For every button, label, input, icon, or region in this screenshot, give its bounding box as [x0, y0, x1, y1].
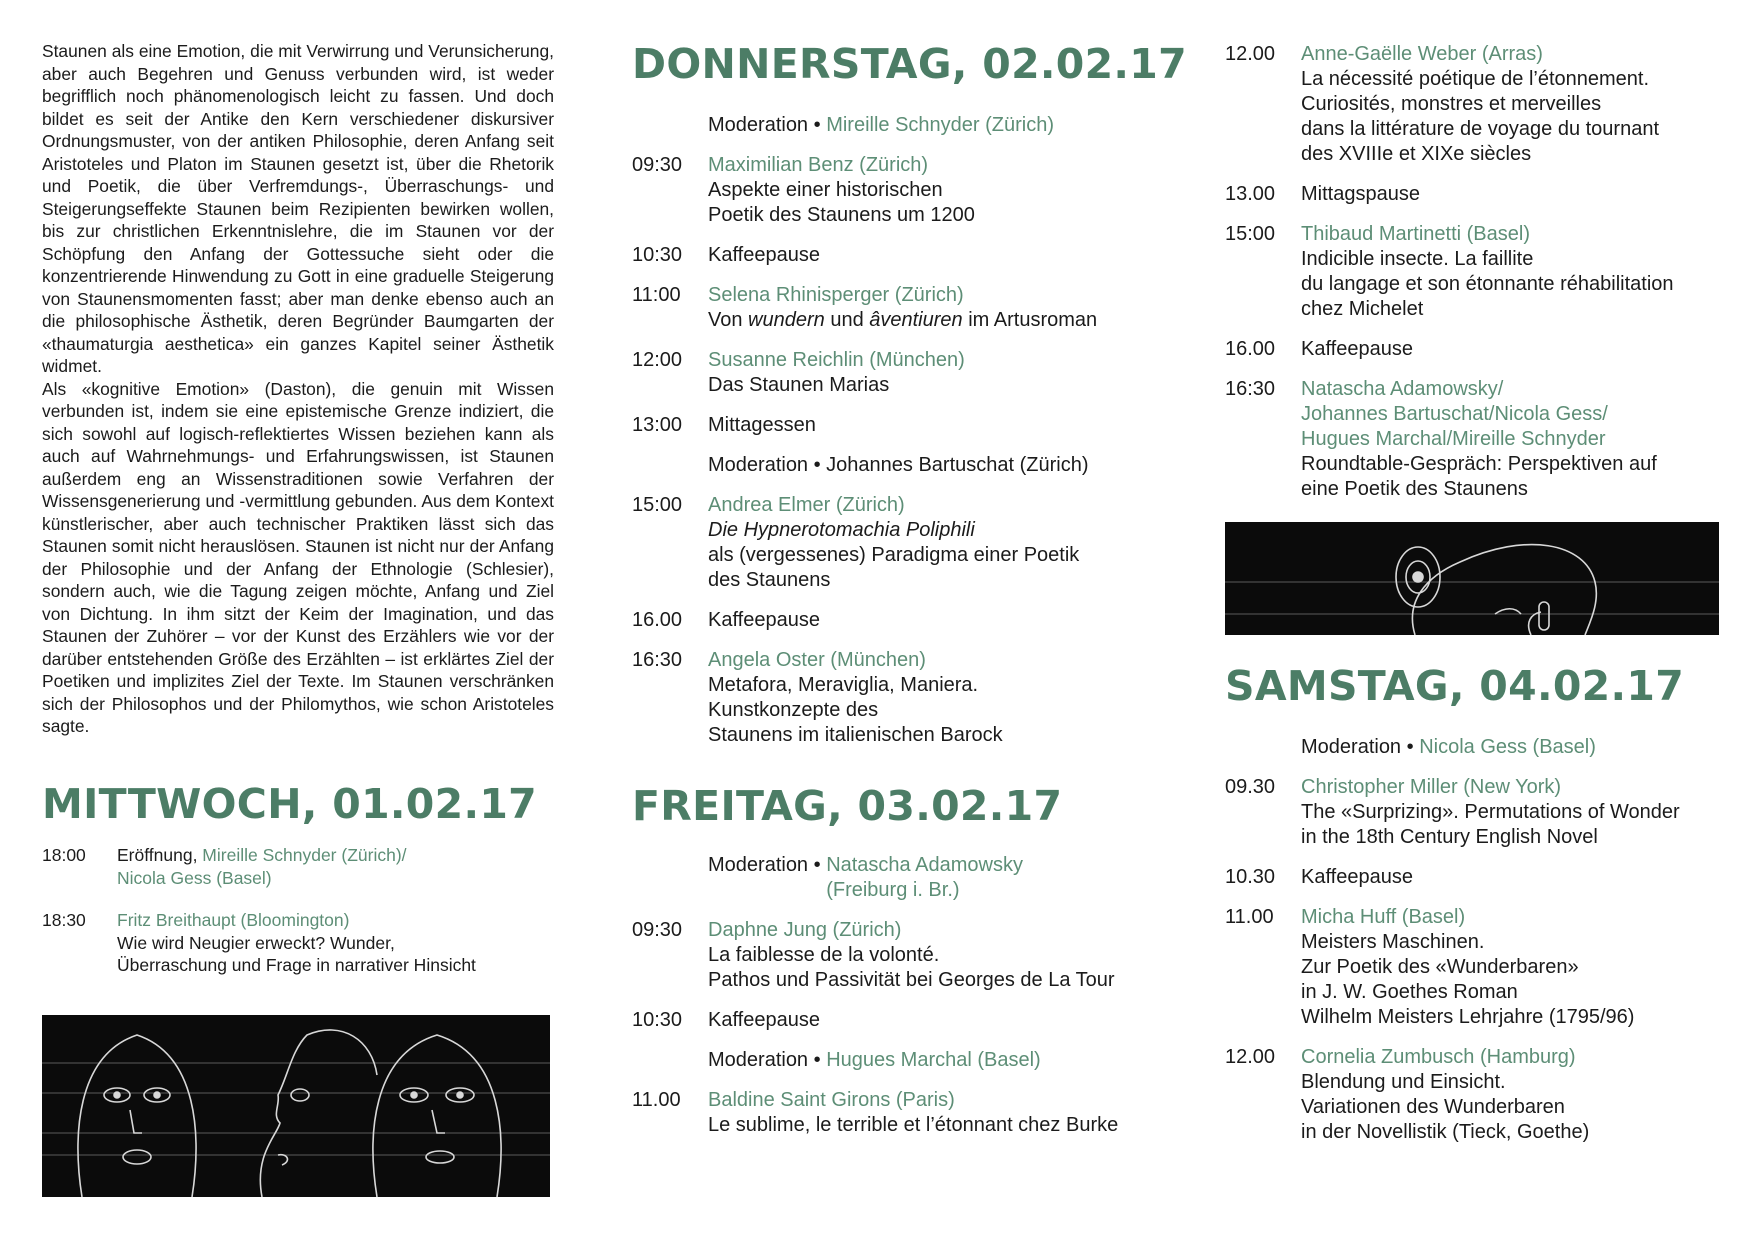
schedule-entry — [1225, 222, 1720, 322]
entry-time: 12.00 — [1225, 1046, 1276, 1068]
entry-time: 15:00 — [632, 494, 683, 516]
speaker-name: Christopher Miller (New York) — [1301, 776, 1562, 798]
moderation-line — [632, 1048, 1172, 1073]
schedule-freitag-continued — [1225, 42, 1720, 517]
speaker-name: Thibaud Martinetti (Basel) — [1301, 223, 1530, 245]
schedule-entry — [632, 283, 1172, 333]
moderation-line — [632, 853, 1172, 903]
day-heading-samstag: SAMSTAG, 04.02.17 — [1225, 662, 1685, 710]
speaker-name: Mireille Schnyder (Zürich)/ — [202, 845, 407, 865]
talk-title-line: Variationen des Wunderbaren — [1301, 1096, 1565, 1118]
talk-title-line: Pathos und Passivität bei Georges de La Tour — [708, 969, 1115, 991]
moderation-label: Moderation • Johannes Bartuschat (Zürich) — [708, 454, 1089, 476]
speaker-name: Fritz Breithaupt (Bloomington) — [117, 910, 350, 930]
speaker-name: Selena Rhinisperger (Zürich) — [708, 284, 964, 306]
entry-time: 10:30 — [632, 244, 683, 266]
intro-paragraph: Staunen als eine Emotion, die mit Verwirrung und Verunsicherung, aber auch Begehren und Genuss verbunden wird, ist weder begrifflich noch phänomenologisch leicht zu fassen. Und doch bildet es seit der Antike den Kern verschiedener diskursiver Ordnungsmuster, von der antiken Philosophie, deren Anfang seit Aristoteles und Platon im Staunen gesetzt ist, über die Rhetorik und Poetik, die über Verfremdungs-, Überraschungs- und Steigerungseffekte Staunen beim Rezipienten bewirken wollen, bis zur christlichen Erkenntnislehre, die im Staunen vor der Schöpfung den Anfang der Gottessuche sieht oder die konzentrierende Hinwendung zu Gott in eine graduelle Steigerung von Staunensmomenten fasst; aber man denke ebenso auch an die philosophische Ästhetik, deren Begründer Baumgarten der «thaumaturgia aesthetica» ein ganzes Kapitel seiner Ästhetik widmet. — [42, 41, 554, 376]
break-entry — [632, 1008, 1172, 1033]
entry-time: 11.00 — [632, 1089, 681, 1111]
talk-title-line: Zur Poetik des «Wunderbaren» — [1301, 956, 1579, 978]
talk-title-line: des XVIIIe et XIXe siècles — [1301, 143, 1532, 165]
intro-text — [42, 40, 554, 738]
talk-title-line: als (vergessenes) Paradigma einer Poetik — [708, 544, 1080, 566]
break-label: Kaffeepause — [1301, 866, 1413, 888]
talk-title-line: chez Michelet — [1301, 298, 1424, 320]
talk-title-line: du langage et son étonnante réhabilitation — [1301, 273, 1674, 295]
entry-time: 16:30 — [632, 649, 683, 671]
talk-title-line: Wilhelm Meisters Lehrjahre (1795/96) — [1301, 1006, 1635, 1028]
entry-time: 13.00 — [1225, 183, 1276, 205]
talk-title-line: Von wundern und âventiuren im Artusroman — [708, 309, 1098, 331]
speaker-name: Johannes Bartuschat/Nicola Gess/ — [1301, 403, 1608, 425]
moderation-label: Moderation • — [1301, 736, 1420, 758]
schedule-donnerstag — [632, 113, 1172, 763]
entry-time: 11.00 — [1225, 906, 1274, 928]
talk-title-line: Indicible insecte. La faillite — [1301, 248, 1534, 270]
break-entry — [1225, 865, 1720, 890]
entry-time: 18:00 — [42, 845, 86, 865]
entry-body — [117, 844, 554, 889]
break-label: Kaffeepause — [708, 609, 820, 631]
profile-drawing-image — [1225, 522, 1719, 635]
talk-title-line: Aspekte einer historischen — [708, 179, 943, 201]
moderator-affiliation: (Freiburg i. Br.) — [826, 879, 960, 901]
moderator-name: Mireille Schnyder (Zürich) — [826, 114, 1055, 136]
moderator-name: Hugues Marchal (Basel) — [826, 1049, 1041, 1071]
break-label: Mittagessen — [708, 414, 816, 436]
talk-title-line: dans la littérature de voyage du tournant — [1301, 118, 1660, 140]
speaker-name: Maximilian Benz (Zürich) — [708, 154, 929, 176]
schedule-entry — [632, 1088, 1172, 1138]
speaker-name: Natascha Adamowsky/ — [1301, 378, 1504, 400]
entry-time: 09:30 — [632, 919, 683, 941]
entry-time: 10:30 — [632, 1009, 683, 1031]
schedule-entry — [1225, 377, 1720, 502]
talk-title-line: La nécessité poétique de l’étonnement. — [1301, 68, 1650, 90]
break-label: Kaffeepause — [708, 244, 820, 266]
entry-time: 12.00 — [1225, 43, 1276, 65]
talk-title-line: La faiblesse de la volonté. — [708, 944, 940, 966]
break-entry — [632, 243, 1172, 268]
break-label: Kaffeepause — [708, 1009, 820, 1031]
entry-time: 10.30 — [1225, 866, 1276, 888]
talk-title-line: in J. W. Goethes Roman — [1301, 981, 1518, 1003]
break-label: Mittagspause — [1301, 183, 1420, 205]
talk-title-line: Kunstkonzepte des — [708, 699, 879, 721]
schedule-entry — [42, 909, 554, 977]
day-heading-donnerstag: DONNERSTAG, 02.02.17 — [632, 40, 1187, 88]
schedule-freitag — [632, 853, 1172, 1153]
moderation-label: Moderation • — [708, 854, 827, 876]
schedule-entry — [1225, 775, 1720, 850]
day-heading-mittwoch: MITTWOCH, 01.02.17 — [42, 780, 537, 828]
day-heading-freitag: FREITAG, 03.02.17 — [632, 782, 1063, 830]
schedule-entry — [632, 348, 1172, 398]
break-entry — [1225, 337, 1720, 362]
entry-time: 18:30 — [42, 910, 86, 930]
entry-time: 12:00 — [632, 349, 683, 371]
talk-title-line: Meisters Maschinen. — [1301, 931, 1485, 953]
schedule-entry — [632, 153, 1172, 228]
talk-title-line: Metafora, Meraviglia, Maniera. — [708, 674, 979, 696]
schedule-entry — [1225, 42, 1720, 167]
schedule-entry — [42, 844, 554, 889]
talk-title-line: Roundtable-Gespräch: Perspektiven auf — [1301, 453, 1657, 475]
entry-time: 15:00 — [1225, 223, 1276, 245]
entry-time: 16:30 — [1225, 378, 1276, 400]
moderation-label: Moderation • — [708, 1049, 827, 1071]
schedule-entry — [632, 493, 1172, 593]
entry-body — [117, 909, 554, 977]
schedule-entry — [632, 918, 1172, 993]
schedule-entry — [1225, 905, 1720, 1030]
talk-title-line: in the 18th Century English Novel — [1301, 826, 1598, 848]
entry-time: 11:00 — [632, 284, 681, 306]
talk-title-line: Das Staunen Marias — [708, 374, 890, 396]
entry-time: 13:00 — [632, 414, 683, 436]
talk-title-line: des Staunens — [708, 569, 831, 591]
speaker-name: Micha Huff (Basel) — [1301, 906, 1466, 928]
break-entry — [632, 413, 1172, 438]
talk-title-line: in der Novellistik (Tieck, Goethe) — [1301, 1121, 1590, 1143]
talk-title-line: Poetik des Staunens um 1200 — [708, 204, 975, 226]
speaker-name: Baldine Saint Girons (Paris) — [708, 1089, 955, 1111]
speaker-name: Angela Oster (München) — [708, 649, 926, 671]
entry-time: 09.30 — [1225, 776, 1276, 798]
speaker-name: Anne-Gaëlle Weber (Arras) — [1301, 43, 1543, 65]
entry-time: 16.00 — [632, 609, 683, 631]
break-entry — [632, 608, 1172, 633]
talk-title-line: eine Poetik des Staunens — [1301, 478, 1528, 500]
break-entry — [1225, 182, 1720, 207]
speaker-name: Daphne Jung (Zürich) — [708, 919, 902, 941]
entry-label: Eröffnung, — [117, 845, 203, 865]
moderator-name: Nicola Gess (Basel) — [1419, 736, 1596, 758]
talk-title-line: Überraschung und Frage in narrativer Hinsicht — [117, 955, 476, 975]
schedule-samstag — [1225, 735, 1720, 1160]
schedule-entry — [632, 648, 1172, 748]
schedule-entry — [1225, 1045, 1720, 1145]
talk-title-line: Staunens im italienischen Barock — [708, 724, 1003, 746]
entry-time: 16.00 — [1225, 338, 1276, 360]
faces-drawing-image — [42, 1015, 550, 1197]
moderation-label: Moderation • — [708, 114, 827, 136]
speaker-name: Susanne Reichlin (München) — [708, 349, 965, 371]
moderator-name: Natascha Adamowsky — [826, 854, 1023, 876]
talk-title-line: Die Hypnerotomachia Poliphili — [708, 519, 975, 541]
schedule-mittwoch — [42, 844, 554, 997]
moderation-line — [632, 453, 1172, 478]
talk-title-line: Blendung und Einsicht. — [1301, 1071, 1506, 1093]
speaker-name: Hugues Marchal/Mireille Schnyder — [1301, 428, 1606, 450]
talk-title-line: Le sublime, le terrible et l’étonnant chez Burke — [708, 1114, 1119, 1136]
entry-time: 09:30 — [632, 154, 683, 176]
talk-title-line: Curiosités, monstres et merveilles — [1301, 93, 1602, 115]
speaker-name: Cornelia Zumbusch (Hamburg) — [1301, 1046, 1576, 1068]
talk-title-line: Wie wird Neugier erweckt? Wunder, — [117, 932, 395, 953]
talk-title-line: The «Surprizing». Permutations of Wonder — [1301, 801, 1680, 823]
intro-paragraph: Als «kognitive Emotion» (Daston), die genuin mit Wissen verbunden ist, indem sie eine epistemische Grenze indiziert, die sich sowohl auf logisch-reflektiertes Wissen beziehen kann als auch auf Wahrnehmungs- und Erfahrungswissen, ist Staunen außerdem eng an Wissenstraditionen sowie Verfahren der Wissensgenerierung und -vermittlung gebunden. Aus dem Kontext künstlerischer, aber auch technischer Praktiken lässt sich das Staunen somit nicht herauslösen. Staunen ist nicht nur der Anfang der Philosophie und der Anfang der Ethnologie (Schlesier), sondern auch, wie die Tagung zeigen möchte, Anfang und Ziel von Dichtung. In ihm sitzt der Keim der Imagination, und das Staunen der Zuhörer – vor der Kunst des Erzählers wie vor der darüber entstehenden Größe des Erzählten – ist erklärtes Ziel der Poetiken und implizites Ziel der Texte. Im Staunen verschränken sich der Philosophos und der Philomythos, wie schon Aristoteles sagte. — [42, 378, 554, 736]
speaker-name: Andrea Elmer (Zürich) — [708, 494, 905, 516]
break-label: Kaffeepause — [1301, 338, 1413, 360]
moderation-line — [1225, 735, 1720, 760]
moderation-line — [632, 113, 1172, 138]
speaker-name: Nicola Gess (Basel) — [117, 867, 272, 888]
